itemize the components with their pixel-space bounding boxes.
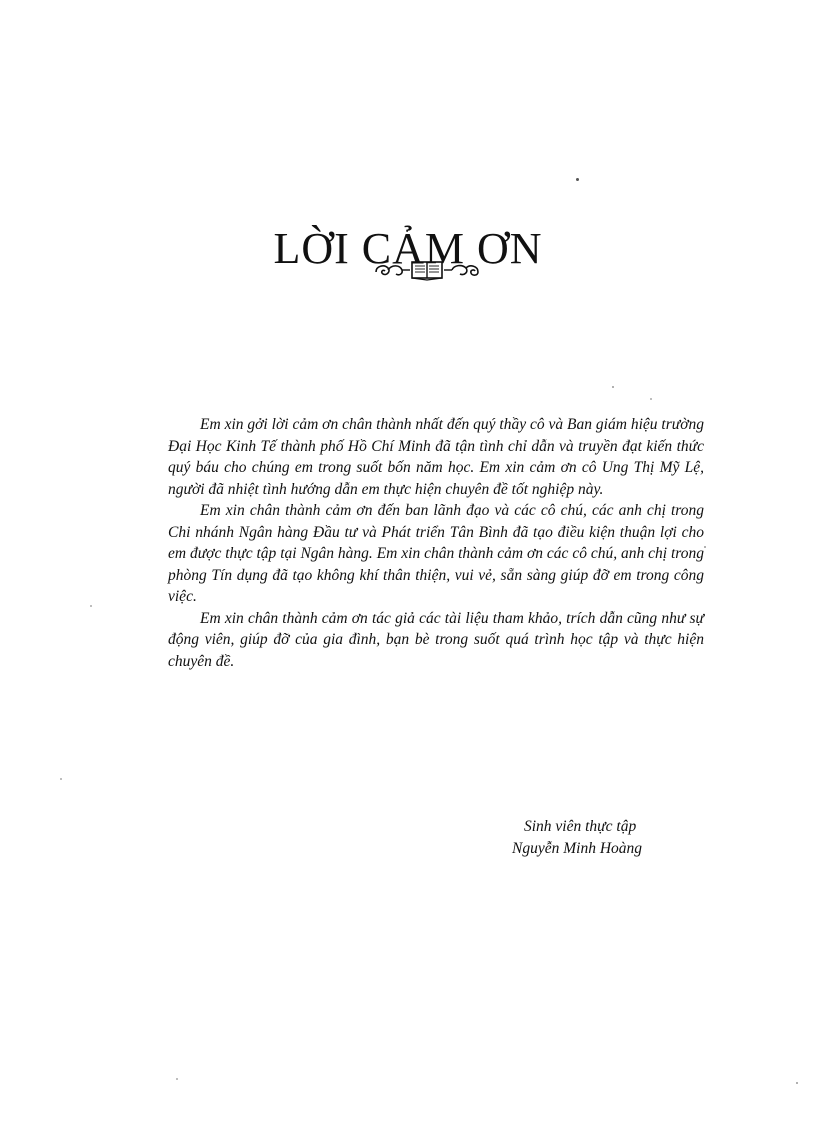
acknowledgement-body: [168, 414, 704, 672]
paragraph: Em xin chân thành cảm ơn đến ban lãnh đạo và các cô chú, các anh chị trong Chi nhánh Ngân hàng Đầu tư và Phát triển Tân Bình đã tạo điều kiện thuận lợi cho em được thực tập tại Ngân hàng. Em xin chân thành cảm ơn các cô chú, anh chị trong phòng Tín dụng đã tạo không khí thân thiện, vui vẻ, sẵn sàng giúp đỡ em trong công việc.: [168, 502, 704, 605]
scan-speck: [650, 398, 652, 400]
paragraph: Em xin chân thành cảm ơn tác giả các tài liệu tham khảo, trích dẫn cũng như sự động viên, giúp đỡ của gia đình, bạn bè trong suốt quá trình học tập và thực hiện chuyên đề.: [168, 609, 704, 670]
signature-name: Nguyễn Minh Hoàng: [512, 840, 643, 857]
paragraph: Em xin gởi lời cảm ơn chân thành nhất đến quý thầy cô và Ban giám hiệu trường Đại Học Kinh Tế thành phố Hồ Chí Minh đã tận tình chỉ dẫn và truyền đạt kiến thức quý báu cho chúng em trong suốt bốn năm học. Em xin cảm ơn cô Ung Thị Mỹ Lệ, người đã nhiệt tình hướng dẫn em thực hiện chuyên đề tốt nghiệp này.: [168, 416, 704, 498]
scan-speck: [576, 178, 579, 181]
scan-speck: [90, 605, 92, 607]
signature-block: [512, 816, 722, 860]
signature-role: Sinh viên thực tập: [524, 818, 637, 835]
scan-speck: [612, 386, 614, 388]
scan-speck: [704, 546, 706, 548]
scan-speck: [60, 778, 62, 780]
scan-speck: [796, 1082, 798, 1084]
scan-speck: [176, 1078, 178, 1080]
page-title: LỜI CẢM ƠN: [273, 224, 543, 274]
book-ornament-icon: [372, 258, 482, 282]
